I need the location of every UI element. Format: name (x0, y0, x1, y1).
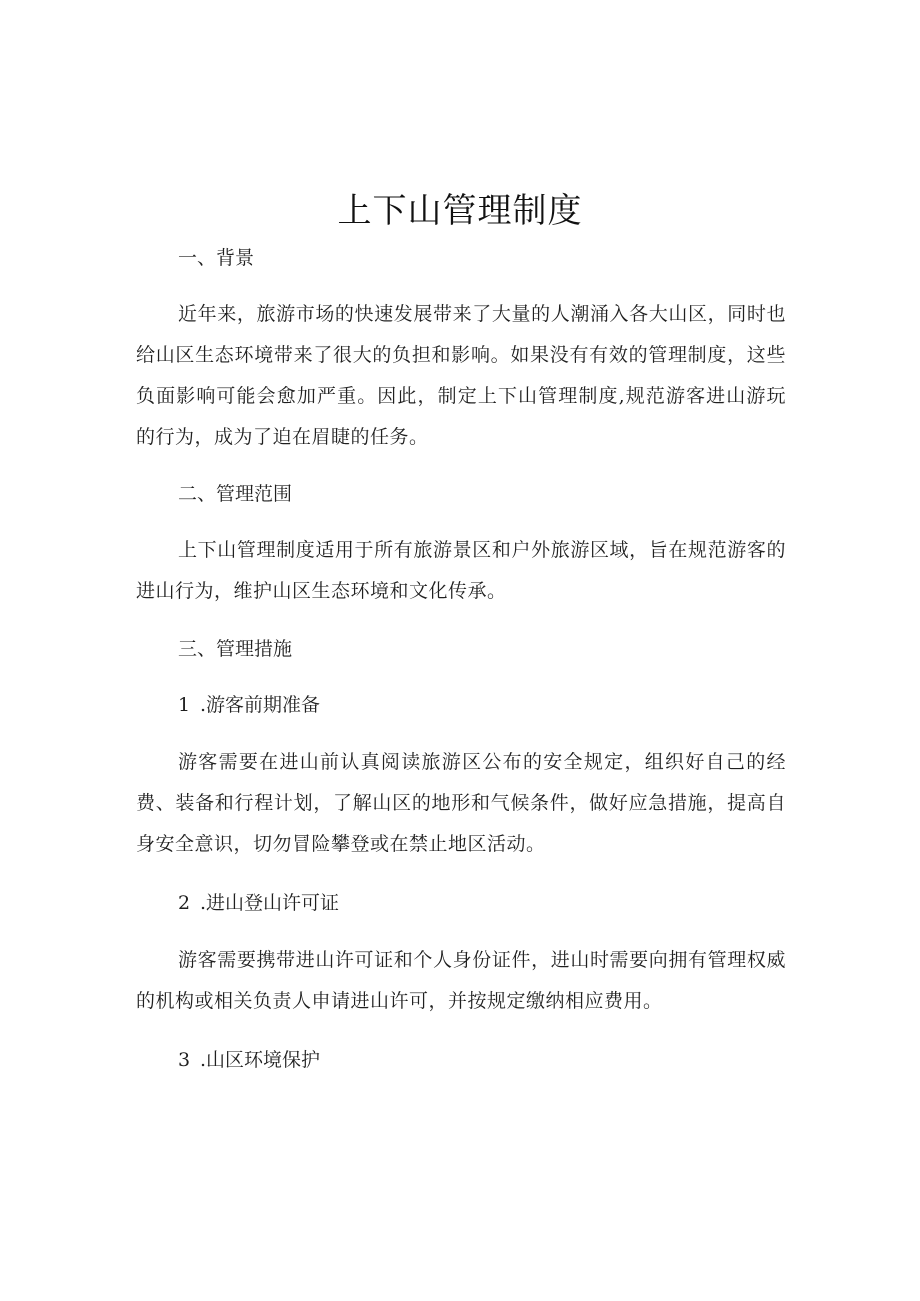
paragraph-measure-1: 游客需要在进山前认真阅读旅游区公布的安全规定，组织好自己的经费、装备和行程计划，了解山区的地形和气候条件，做好应急措施，提高自身安全意识，切勿冒险攀登或在禁止地区活动。 (136, 751, 786, 855)
document-body (136, 239, 786, 1079)
section-heading-background: 一、背景 (178, 247, 255, 269)
paragraph-background: 近年来，旅游市场的快速发展带来了大量的人潮涌入各大山区，同时也给山区生态环境带来了很大的负担和影响。如果没有有效的管理制度，这些负面影响可能会愈加严重。因此，制定上下山管理制度,规范游客进山游玩的行为，成为了迫在眉睫的任务。 (136, 303, 786, 448)
measure-2-number: 2 (178, 892, 191, 914)
measure-3-label: .山区环境保护 (200, 1049, 321, 1071)
subheading-measure-3 (136, 1041, 786, 1079)
paragraph-scope: 上下山管理制度适用于所有旅游景区和户外旅游区域，旨在规范游客的进山行为，维护山区生态环境和文化传承。 (136, 539, 786, 602)
measure-1-label: .游客前期准备 (200, 694, 321, 716)
section-heading-measures: 三、管理措施 (178, 638, 293, 660)
section-heading-scope: 二、管理范围 (178, 483, 293, 505)
measure-2-label: .进山登山许可证 (200, 892, 340, 914)
paragraph-measure-2: 游客需要携带进山许可证和个人身份证件，进山时需要向拥有管理权威的机构或相关负责人申请进山许可，并按规定缴纳相应费用。 (136, 949, 786, 1012)
measure-3-number: 3 (178, 1049, 191, 1071)
subheading-measure-2 (136, 884, 786, 922)
subheading-measure-1 (136, 686, 786, 724)
document-title: 上下山管理制度 (337, 191, 583, 231)
measure-1-number: 1 (178, 694, 191, 716)
